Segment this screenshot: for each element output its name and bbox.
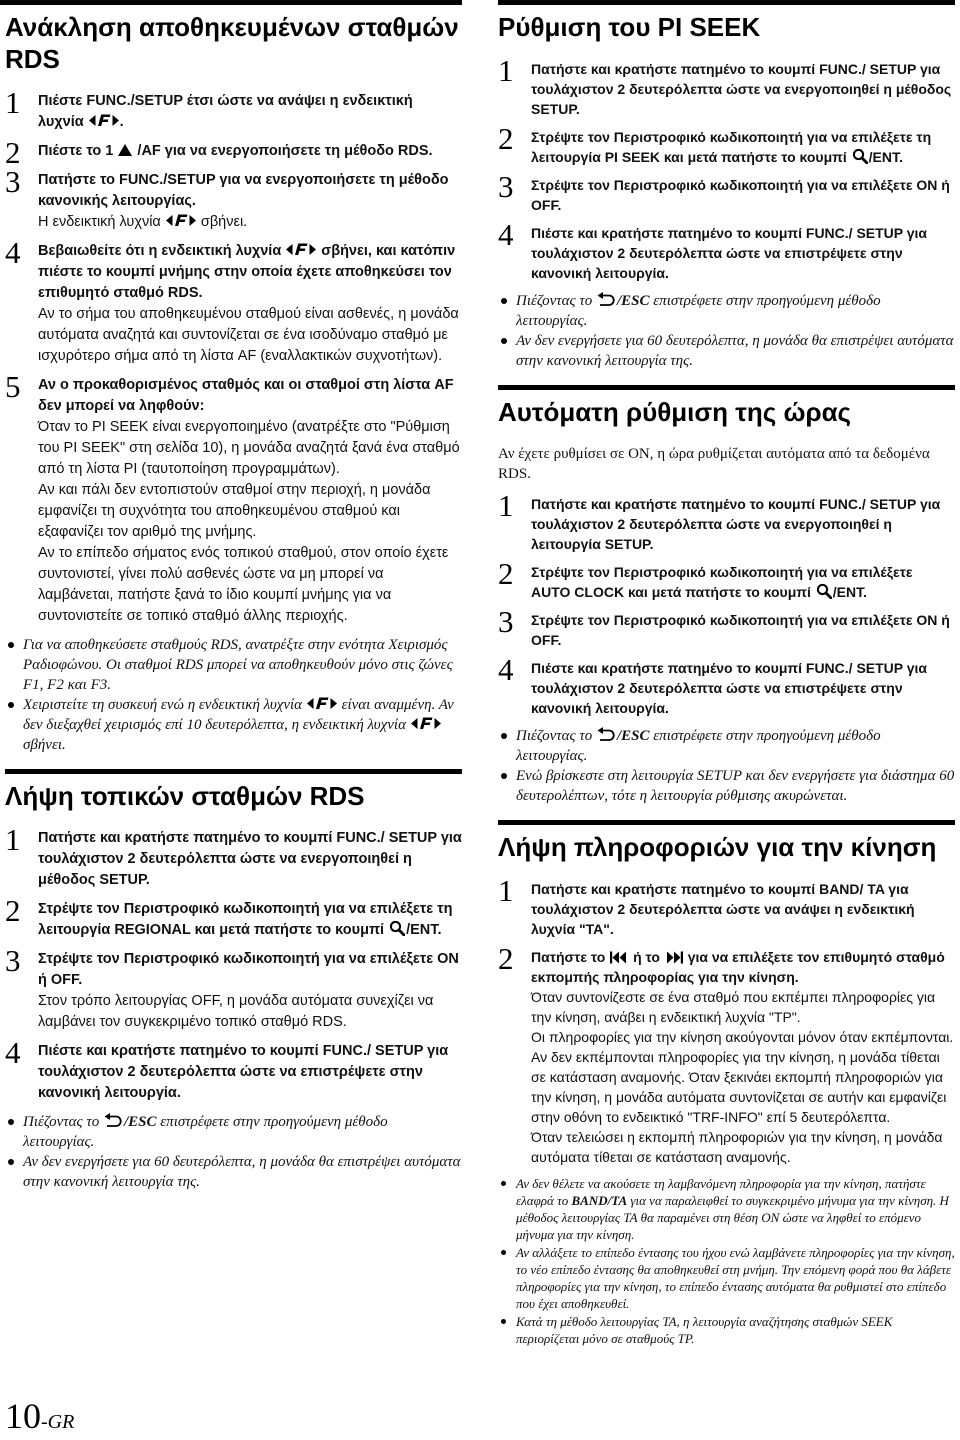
step-number: 2	[5, 135, 21, 170]
step	[5, 135, 462, 170]
text-run: Πιέζοντας το	[516, 728, 596, 744]
step-note	[38, 417, 462, 480]
text-run: Όταν τελειώσει η εκπομπή πληροφοριών για την κίνηση, η μονάδα αυτόματα τίθεται σε κατάσταση αναμονής.	[531, 1129, 943, 1165]
up-arrow-icon	[118, 143, 132, 157]
step-instruction	[531, 658, 955, 718]
bullet-item	[498, 1313, 955, 1347]
text-run: /ENT.	[406, 922, 442, 938]
text-run: Οι πληροφορίες για την κίνηση ακούγονται μόνον όταν εκπέμπονται. Αν δεν εκπέμπονται πληροφορίες για την κίνηση, η μονάδα τίθεται σε κατάσταση αναμονής. Όταν ξεκινάει εκπομπή πληροφοριών για την κίνηση, η μονάδα αυτόματα συντονίζεται σε αυτήν και εμφανίζει στην οθόνη το ενδεικτικό "TRF-INFO" επί 5 δευτερόλεπτα.	[531, 1029, 954, 1125]
step	[5, 235, 462, 367]
text-run: /AF για να ενεργοποιήσετε τη μέθοδο RDS.	[133, 143, 433, 159]
page-number-suffix: -GR	[41, 1411, 75, 1433]
search-icon	[816, 583, 832, 599]
text-run: Στρέψτε τον Περιστροφικό κωδικοποιητή για να επιλέξετε AUTO CLOCK και μετά πατήστε το κουμπί	[531, 564, 913, 600]
text-run: Πατήστε το	[531, 949, 610, 965]
af-indicator-icon	[286, 242, 316, 257]
step-note	[38, 991, 462, 1033]
bullet-item	[498, 1175, 955, 1243]
text-run: Πατήστε και κρατήστε πατημένο το κουμπί FUNC./ SETUP για τουλάχιστον 2 δευτερόλεπτα ώστε να ενεργοποιηθεί η μέθοδος SETUP.	[38, 830, 462, 888]
af-indicator-icon	[411, 716, 441, 731]
text-run: Πιέστε και κρατήστε πατημένο το κουμπί FUNC./ SETUP για τουλάχιστον 2 δευτερόλεπτα ώστε να επιστρέψετε στην κανονική λειτουργία.	[531, 225, 928, 281]
bullet-item	[498, 1244, 955, 1312]
bullet-item	[5, 1152, 462, 1192]
bullet-list	[498, 726, 955, 806]
manual-section	[498, 0, 955, 371]
step-note	[38, 480, 462, 543]
step-number: 1	[498, 873, 514, 908]
step-number: 1	[5, 822, 21, 857]
step	[498, 217, 955, 283]
bullet-list	[498, 291, 955, 371]
step-number: 1	[498, 488, 514, 523]
text-run: Αν το επίπεδο σήματος ενός τοπικού σταθμού, στον οποίο έχετε συντονιστεί, γίνει πολύ ασθενές ώστε να μη μπορεί να λαμβάνεται, πατήστε ξανά το ίδιο κουμπί μνήμης για να συντονιστείτε σε τοπικό σταθμό άλλης περιοχής.	[38, 545, 449, 624]
af-indicator-icon	[307, 696, 337, 711]
step	[498, 941, 955, 1167]
step-instruction	[531, 610, 955, 650]
text-run: Για να αποθηκεύσετε σταθμούς RDS, ανατρέξτε στην ενότητα Χειρισμός Ραδιοφώνου. Οι σταθμοί RDS μπορεί να αποθηκευθούν μόνο στις ζώνες F1, F2 και F3.	[23, 637, 453, 693]
step	[5, 369, 462, 627]
next-track-icon	[665, 951, 683, 964]
step-instruction	[531, 494, 955, 554]
text-run: σβήνει, και κατόπιν πιέστε το κουμπί μνήμης στην οποία έχετε αποθηκεύσει τον επιθυμητό σταθμό RDS.	[38, 243, 456, 301]
bullet-item	[498, 331, 955, 371]
text-run: Πατήστε το FUNC./SETUP για να ενεργοποιήσετε τη μέθοδο κανονικής λειτουργίας.	[38, 172, 449, 209]
text-run: Πατήστε και κρατήστε πατημένο το κουμπί FUNC./ SETUP για τουλάχιστον 2 δευτερόλεπτα ώστε να ενεργοποιηθεί η λειτουργία SETUP.	[531, 496, 941, 552]
text-run: Πιέστε και κρατήστε πατημένο το κουμπί FUNC./ SETUP για τουλάχιστον 2 δευτερόλεπτα ώστε να επιστρέψετε στην κανονική λειτουργία.	[38, 1043, 449, 1101]
right-column	[498, 0, 955, 1348]
step-instruction	[531, 879, 955, 939]
text-run: Ενώ βρίσκεστε στη λειτουργία SETUP και δεν ενεργήσετε για διάστημα 60 δευτερολέπτων, τότε η λειτουργία ρύθμισης ακυρώνεται.	[516, 768, 955, 804]
step	[498, 604, 955, 650]
step-instruction	[38, 241, 462, 304]
step	[498, 873, 955, 939]
text-run: /ENT.	[868, 149, 903, 165]
text-run: Αν και πάλι δεν εντοπιστούν σταθμοί στην περιοχή, η μονάδα εμφανίζει τη συχνότητα του αποθηκευμένου σταθμού και εξαφανίζει τον αριθμό της μνήμης.	[38, 482, 431, 540]
step	[5, 893, 462, 941]
step-instruction	[38, 375, 462, 417]
step	[498, 652, 955, 718]
text-run: .	[119, 114, 124, 130]
text-run: Όταν το PI SEEK είναι ενεργοποιημένο (ανατρέξτε στο "Ρύθμιση του PI SEEK" στη σελίδα 10), η μονάδα αναζητά ξανά ένα σταθμό από τη λίστα PI (ταυτοποίηση προγραμμάτων).	[38, 419, 460, 477]
text-run: Πατήστε και κρατήστε πατημένο το κουμπί FUNC./ SETUP για τουλάχιστον 2 δευτερόλεπτα ώστε να ενεργοποιηθεί η μέθοδος SETUP.	[531, 61, 952, 117]
step-number: 1	[498, 53, 514, 88]
step-number: 4	[498, 217, 514, 252]
text-run: Πιέστε FUNC./SETUP έτσι ώστε να ανάψει η ενδεικτική λυχνία	[38, 93, 413, 130]
return-icon	[597, 727, 616, 742]
step-instruction	[38, 1041, 462, 1104]
step-number: 5	[5, 369, 21, 404]
text-run: Πιέστε και κρατήστε πατημένο το κουμπί FUNC./ SETUP για τουλάχιστον 2 δευτερόλεπτα ώστε να επιστρέψετε στην κανονική λειτουργία.	[531, 660, 928, 716]
step-number: 2	[498, 121, 514, 156]
step-note	[38, 212, 462, 233]
step-instruction	[531, 562, 955, 602]
text-run: επιστρέφετε στην προηγούμενη μέθοδο λειτουργίας.	[23, 1114, 388, 1150]
text-run: Αν έχετε ρυθμίσει σε ON, η ώρα ρυθμίζεται αυτόματα από τα δεδομένα RDS.	[498, 446, 930, 482]
step	[5, 164, 462, 233]
text-run: Χειριστείτε τη συσκευή ενώ η ενδεικτική λυχνία	[23, 697, 306, 713]
text-run: Πιέστε το 1	[38, 143, 118, 159]
manual-section	[498, 820, 955, 1347]
step	[498, 53, 955, 119]
step-number: 3	[498, 604, 514, 639]
text-run: επιστρέφετε στην προηγούμενη μέθοδο λειτουργίας.	[516, 728, 881, 764]
text-run: Βεβαιωθείτε ότι η ενδεικτική λυχνία	[38, 243, 286, 259]
text-run: επιστρέφετε στην προηγούμενη μέθοδο λειτουργίας.	[516, 293, 881, 329]
step-number: 4	[498, 652, 514, 687]
previous-track-icon	[610, 951, 628, 964]
step-number: 3	[5, 164, 21, 199]
step-note	[38, 543, 462, 627]
section-title: Ανάκληση αποθηκευμένων σταθμών RDS	[5, 12, 459, 74]
step-number: 3	[5, 943, 21, 978]
step-note	[531, 1127, 955, 1167]
text-run: ή το	[629, 949, 664, 965]
step	[5, 943, 462, 1033]
text-run: Πατήστε και κρατήστε πατημένο το κουμπί BAND/ TA για τουλάχιστον 2 δευτερόλεπτα ώστε να ανάψει η ενδεικτική λυχνία "TA".	[531, 881, 915, 937]
text-run: Πιέζοντας το	[23, 1114, 103, 1130]
text-run: Αν αλλάξετε το επίπεδο έντασης του ήχου ενώ λαμβάνετε πληροφορίες για την κίνηση, το νέο επίπεδο έντασης θα αποθηκευθεί στη μνήμη. Την επόμενη φορά που θα λάβετε πληροφορίες για την κίνηση, το επίπεδο έντασης αυτόματα θα ρυθμιστεί στο επίπεδο που έχει αποθηκευθεί.	[516, 1245, 955, 1311]
text-run: Όταν συντονίζεστε σε ένα σταθμό που εκπέμπει πληροφορίες για την κίνηση, ανάβει η ενδεικτική λυχνία "TP".	[531, 989, 936, 1025]
bullet-item	[5, 695, 462, 755]
step-instruction	[38, 141, 462, 162]
section-title: Λήψη πληροφοριών για την κίνηση	[498, 832, 937, 862]
text-run: είναι αναμμένη. Αν δεν διεξαχθεί χειρισμός επί 10 δευτερόλεπτα, η ενδεικτική λυχνία	[23, 697, 454, 733]
step-number: 3	[498, 169, 514, 204]
bullet-item	[498, 291, 955, 331]
bullet-list	[498, 1175, 955, 1347]
text-run: Αν δεν ενεργήσετε για 60 δευτερόλεπτα, η μονάδα θα επιστρέψει αυτόματα στην κανονική λειτουργία της.	[516, 333, 954, 369]
page-number-value: 10	[5, 1396, 41, 1436]
text-run: Στρέψτε τον Περιστροφικό κωδικοποιητή για να επιλέξετε ON ή OFF.	[38, 951, 459, 988]
bold-text-run: /ESC	[123, 1114, 157, 1130]
section-title: Αυτόματη ρύθμιση της ώρας	[498, 397, 852, 427]
af-indicator-icon	[166, 213, 196, 228]
step-note	[531, 1027, 955, 1127]
text-run: Στρέψτε τον Περιστροφικό κωδικοποιητή για να επιλέξετε ON ή OFF.	[531, 177, 950, 213]
return-icon	[104, 1113, 123, 1128]
text-run: σβήνει.	[196, 214, 248, 230]
section-title: Λήψη τοπικών σταθμών RDS	[5, 781, 365, 811]
text-run: Αν δεν θέλετε να ακούσετε τη λαμβανόμενη πληροφορία για την κίνηση, πατήστε ελαφρά το	[516, 1176, 926, 1208]
text-run: Στρέψτε τον Περιστροφικό κωδικοποιητή για να επιλέξετε τη λειτουργία PI SEEK και μετά πατήστε το κουμπί	[531, 129, 932, 165]
step	[498, 169, 955, 215]
text-run: Αν δεν ενεργήσετε για 60 δευτερόλεπτα, η μονάδα θα επιστρέψει αυτόματα στην κανονική λειτουργία της.	[23, 1154, 461, 1190]
step	[5, 1035, 462, 1104]
bullet-item	[498, 766, 955, 806]
text-run: Κατά τη μέθοδο λειτουργίας TA, η λειτουργία αναζήτησης σταθμών SEEK περιορίζεται μόνο σε σταθμούς TP.	[516, 1314, 893, 1346]
step-instruction	[531, 223, 955, 283]
bullet-list	[5, 635, 462, 755]
step-note	[531, 987, 955, 1027]
step-instruction	[531, 947, 955, 987]
bullet-item	[5, 1112, 462, 1152]
step	[498, 121, 955, 167]
intro-text	[498, 444, 955, 484]
left-column	[5, 0, 462, 1192]
step-number: 4	[5, 235, 21, 270]
search-icon	[389, 920, 405, 936]
text-run: /ENT.	[832, 584, 867, 600]
step-instruction	[531, 175, 955, 215]
step-instruction	[38, 828, 462, 891]
text-run: για να παραλειφθεί το συγκεκριμένο μήνυμα για την κίνηση. Η μέθοδος λειτουργίας TA θα παραμένει στη θέση ON ώστε να ληφθεί το επόμενο μήνυμα για την κίνηση.	[516, 1193, 949, 1242]
bullet-list	[5, 1112, 462, 1192]
text-run: Πιέζοντας το	[516, 293, 596, 309]
text-run: Αν ο προκαθορισμένος σταθμός και οι σταθμοί στη λίστα AF δεν μπορεί να ληφθούν:	[38, 377, 454, 414]
step-number: 2	[498, 556, 514, 591]
search-icon	[852, 148, 868, 164]
step	[5, 822, 462, 891]
step-instruction	[38, 949, 462, 991]
text-run: Στρέψτε τον Περιστροφικό κωδικοποιητή για να επιλέξετε ON ή OFF.	[531, 612, 950, 648]
step	[498, 556, 955, 602]
text-run: Η ενδεικτική λυχνία	[38, 214, 165, 230]
section-title: Ρύθμιση του PI SEEK	[498, 12, 761, 42]
step-instruction	[38, 899, 462, 941]
step-instruction	[38, 91, 462, 133]
text-run: για να επιλέξετε τον επιθυμητό σταθμό εκπομπής πληροφορίας για την κίνηση.	[531, 949, 945, 985]
bold-text-run: /ESC	[616, 728, 650, 744]
bullet-item	[498, 726, 955, 766]
text-run: Στον τρόπο λειτουργίας OFF, η μονάδα αυτόματα συνεχίζει να λαμβάνει τον συγκεκριμένο τοπικό σταθμό RDS.	[38, 993, 434, 1030]
step-number: 2	[498, 941, 514, 976]
step-note	[38, 304, 462, 367]
bold-text-run: /ESC	[616, 293, 650, 309]
manual-section	[5, 769, 462, 1192]
page-number	[5, 1396, 74, 1436]
step-number: 2	[5, 893, 21, 928]
return-icon	[597, 292, 616, 307]
text-run: σβήνει.	[23, 737, 66, 753]
step-instruction	[38, 170, 462, 212]
step	[498, 488, 955, 554]
step	[5, 85, 462, 133]
step-instruction	[531, 127, 955, 167]
af-indicator-icon	[89, 113, 119, 128]
step-number: 1	[5, 85, 21, 120]
step-instruction	[531, 59, 955, 119]
text-run: Στρέψτε τον Περιστροφικό κωδικοποιητή για να επιλέξετε τη λειτουργία REGIONAL και μετά πατήστε το κουμπί	[38, 901, 453, 938]
manual-section	[498, 385, 955, 806]
text-run: Αν το σήμα του αποθηκευμένου σταθμού είναι ασθενές, η μονάδα αυτόματα αναζητά και συντονίζεται σε ένα ισοδύναμο σταθμό με ισχυρότερο σήμα από τη λίστα AF (εναλλακτικών συχνοτήτων).	[38, 306, 459, 364]
bold-text-run: BAND/TA	[571, 1193, 628, 1208]
manual-section	[0, 0, 462, 755]
step-number: 4	[5, 1035, 21, 1070]
bullet-item	[5, 635, 462, 695]
